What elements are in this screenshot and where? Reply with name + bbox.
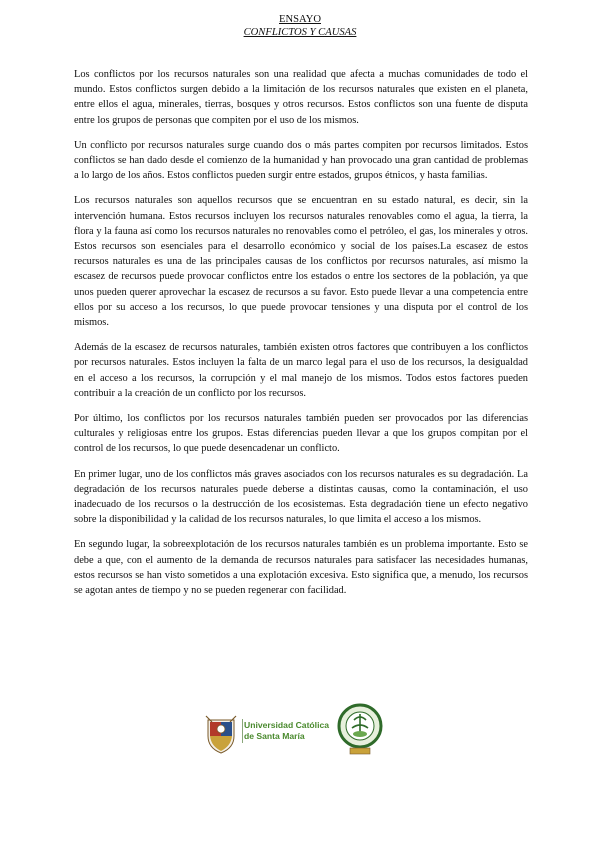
paragraph-6: En primer lugar, uno de los conflictos más graves asociados con los recursos naturales es su degradación. La degradación de los recursos naturales puede deberse a distintas causas, como la contaminación, el uso inadecuado de los recursos o la destrucción de los ecosistemas. Esta degradación tiene un efecto negativo sobre la disponibilidad y la calidad de los recursos naturales, lo que limita el acceso a los mismos.	[74, 468, 528, 526]
footer-logos	[200, 700, 420, 762]
essay-body	[74, 67, 528, 608]
paragraph-1: Los conflictos por los recursos naturales son una realidad que afecta a muchas comunidades de todo el mundo. Estos conflictos surgen debido a la limitación de los recursos naturales que existen en el planeta, entre ellos el agua, minerales, tierras, bosques y otros recursos. Estos conflictos son una fuente de disputa entre los grupos de personas que compiten por el uso de los mismos.	[74, 69, 528, 126]
paragraph-2: Un conflicto por recursos naturales surge cuando dos o más partes compiten por recursos limitados. Estos conflictos se han dado desde el comienzo de la humanidad y han provocado una gran cantidad de problemas a lo largo de los años. Estos conflictos pueden surgir entre estados, grupos étnicos, y hasta familias.	[74, 139, 528, 182]
faculty-seal-icon	[337, 702, 383, 758]
university-name-line-1: Universidad Católica	[244, 720, 330, 730]
university-crest-icon	[204, 714, 238, 754]
document-title: ENSAYO	[279, 14, 321, 25]
paragraph-3: Los recursos naturales son aquellos recursos que se encuentran en su estado natural, es decir, sin la intervención humana. Estos recursos incluyen los recursos naturales renovables como el agua, la tierra, la flora y la fauna así como los recursos naturales no renovables como el petróleo, el gas, los minerales y otros. Estos recursos son esenciales para el desarrollo económico y social de los países.La escasez de estos recursos naturales es una de las principales causas de los conflictos por recursos naturales, así mismo la escasez de recursos puede provocar conflictos entre los estados o entre los sectores de la población, ya que unos pueden querer aprovechar la escasez de recursos a su favor. Esto puede llevar a una competencia entre ellos por su acceso a los recursos, lo que puede provocar tensiones y una disputa por el control de los mismos.	[74, 195, 528, 329]
university-name	[244, 720, 344, 742]
document-subtitle: CONFLICTOS Y CAUSAS	[243, 27, 357, 38]
paragraph-7: En segundo lugar, la sobreexplotación de los recursos naturales también es un problema importante. Esto se debe a que, con el aumento de la demanda de recursos naturales para satisfacer las necesidades humanas, estos recursos se han visto sometidos a una explotación excesiva. Esto significa que, a menudo, los recursos se agotan antes de tiempo y no se pueden regenerar con facilidad.	[74, 539, 528, 597]
university-name-line-2: de Santa María	[244, 731, 305, 741]
paragraph-5: Por último, los conflictos por los recursos naturales también pueden ser provocados por las diferencias culturales y religiosas entre los grupos. Estas diferencias pueden llevar a que los grupos compitan por el control de los recursos, lo que puede desencadenar un conflicto.	[74, 413, 528, 455]
logo-divider	[242, 719, 243, 743]
paragraph-4: Además de la escasez de recursos naturales, también existen otros factores que contribuyen a los conflictos por recursos naturales. Estos incluyen la falta de un marco legal para el uso de los recursos, la desigualdad en el acceso a los recursos, la corrupción y el mal manejo de los mismos. Todos estos factores pueden contribuir a la creación de un conflicto por los recursos.	[74, 342, 528, 399]
